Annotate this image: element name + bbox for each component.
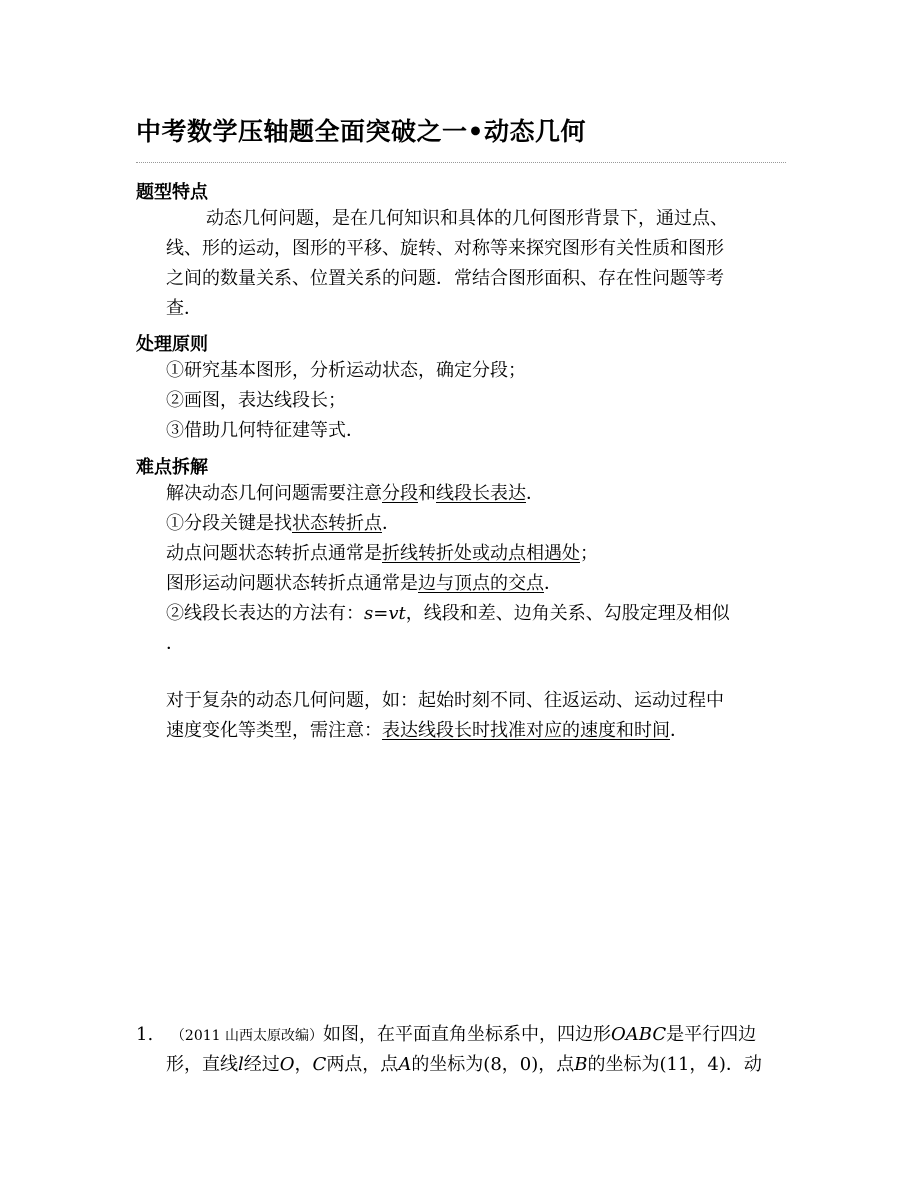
title-divider	[136, 162, 786, 163]
paragraph-line: 线、形的运动，图形的平移、旋转、对称等来探究图形有关性质和图形	[166, 238, 724, 259]
paragraph-line: 动态几何问题，是在几何知识和具体的几何图形背景下，通过点、	[206, 208, 728, 229]
problem-line	[166, 1054, 762, 1076]
text-span: ①分段关键是找	[166, 513, 292, 534]
difficulty-line	[166, 720, 688, 742]
text-span: ．	[544, 573, 562, 594]
text-span: ．	[526, 483, 544, 504]
math-variable: B	[574, 1054, 588, 1075]
difficulty-line	[166, 483, 544, 505]
text-span: ．	[670, 720, 688, 741]
difficulty-line: ．	[166, 633, 184, 654]
text-span: ．	[382, 513, 400, 534]
problem-number: 1.	[136, 1024, 154, 1045]
text-span: 如图，在平面直角坐标系中，四边形	[323, 1024, 612, 1045]
paragraph-line: 之间的数量关系、位置关系的问题．常结合图形面积、存在性问题等考	[166, 268, 724, 289]
difficulty-line: 对于复杂的动态几何问题，如：起始时刻不同、往返运动、运动过程中	[166, 690, 724, 711]
section-heading-principles: 处理原则	[136, 334, 208, 355]
text-span: 速度变化等类型，需注意：	[166, 720, 382, 741]
section-heading-difficulties: 难点拆解	[136, 457, 208, 478]
text-span: 的坐标为(8，0)，点	[411, 1054, 575, 1075]
page-title: 中考数学压轴题全面突破之一•动态几何	[136, 117, 586, 146]
underlined-term: 状态转折点	[292, 513, 382, 534]
text-span: 经过	[243, 1054, 280, 1075]
principle-item: ③借助几何特征建等式．	[166, 420, 364, 441]
text-span: ②线段长表达的方法有：	[166, 603, 364, 624]
text-span: ，线段和差、边角关系、勾股定理及相似	[405, 603, 730, 624]
math-variable: OABC	[611, 1024, 667, 1045]
difficulty-line	[166, 543, 598, 565]
text-span: 解决动态几何问题需要注意	[166, 483, 382, 504]
text-span: ；	[580, 543, 598, 564]
section-heading-features: 题型特点	[136, 182, 208, 203]
principle-item: ①研究基本图形，分析运动状态，确定分段；	[166, 360, 526, 381]
text-span: 两点，点	[326, 1054, 399, 1075]
math-variable: A	[398, 1054, 412, 1075]
text-span: ，	[294, 1054, 313, 1075]
text-span: 图形运动问题状态转折点通常是	[166, 573, 418, 594]
paragraph-line: 查．	[166, 298, 202, 319]
underlined-term: 边与顶点的交点	[418, 573, 544, 594]
underlined-term: 表达线段长时找准对应的速度和时间	[382, 720, 670, 741]
underlined-term: 折线转折处或动点相遇处	[382, 543, 580, 564]
text-span: 和	[418, 483, 436, 504]
difficulty-line	[166, 603, 730, 625]
formula: s=vt	[364, 603, 406, 624]
underlined-term: 线段长表达	[436, 483, 526, 504]
text-span: 动点问题状态转折点通常是	[166, 543, 382, 564]
principle-item: ②画图，表达线段长；	[166, 390, 346, 411]
difficulty-line	[166, 573, 562, 595]
math-variable: l	[238, 1054, 244, 1075]
text-span: 是平行四边	[666, 1024, 757, 1045]
problem-source: （2011 山西太原改编）	[170, 1028, 324, 1044]
difficulty-line	[166, 513, 400, 535]
text-span: 的坐标为(11，4)．动	[587, 1054, 762, 1075]
math-variable: C	[312, 1054, 327, 1075]
problem-line	[136, 1024, 756, 1046]
math-variable: O	[279, 1054, 295, 1075]
text-span: 形，直线	[166, 1054, 238, 1075]
underlined-term: 分段	[382, 483, 418, 504]
